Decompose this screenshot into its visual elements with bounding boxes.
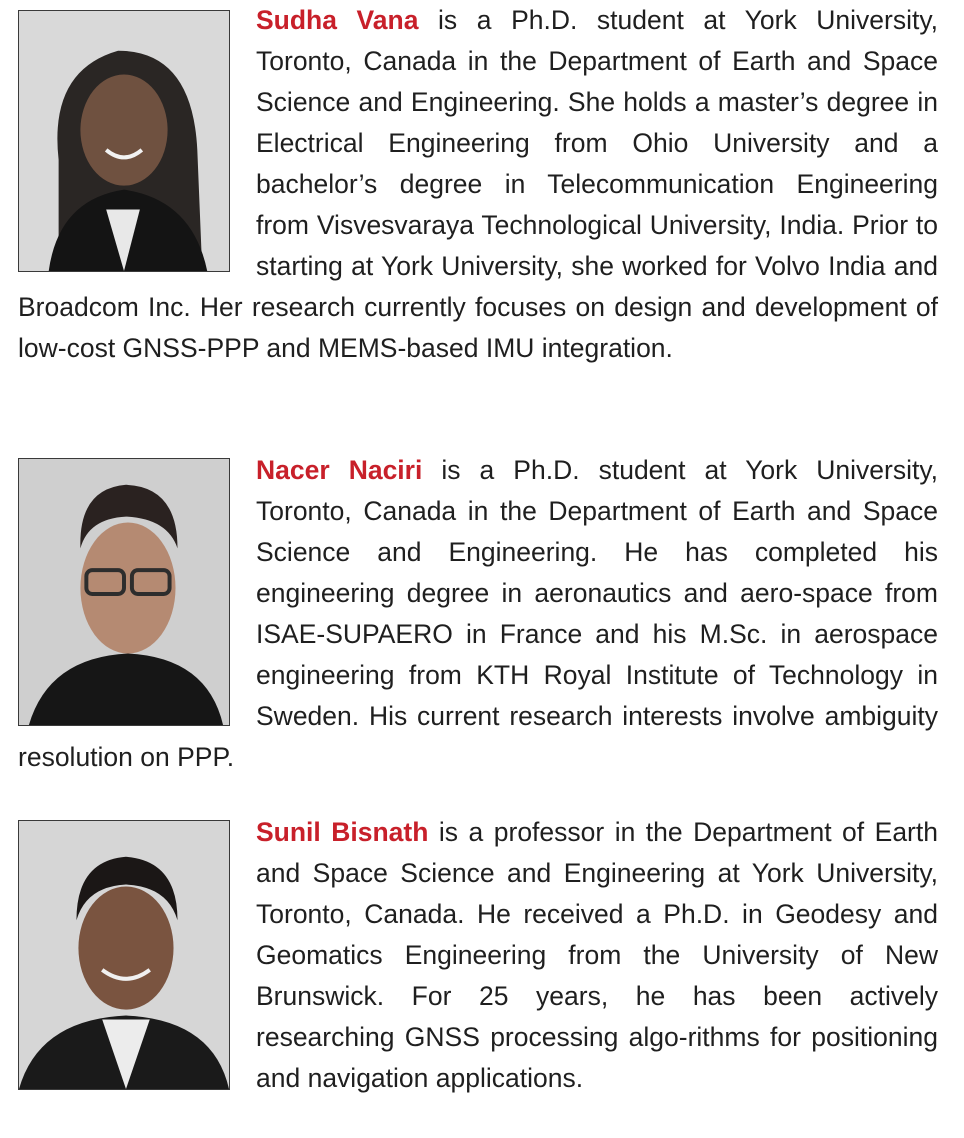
author-photo — [18, 10, 230, 272]
author-name: Nacer Naciri — [256, 455, 423, 485]
author-photo — [18, 820, 230, 1090]
author-description: is a Ph.D. student at York University, Toronto, Canada in the Department of Earth and Space Science and Engineering. She holds a master’s degree in Electrical Engineering from Ohio University and a bachelor’s degree in Telecommunication Engineering from Visvesvaraya Technological University, India. Prior to starting at York University, she worked for Volvo India and Broadcom Inc. Her research currently focuses on design and development of low-cost GNSS-PPP and MEMS-based IMU integration. — [18, 5, 938, 363]
author-name: Sunil Bisnath — [256, 817, 429, 847]
author-description: is a Ph.D. student at York University, Toronto, Canada in the Department of Earth and Space Science and Engineering. He has completed his engineering degree in aeronautics and aero-space from ISAE-SUPAERO in France and his M.Sc. in aerospace engineering from KTH Royal Institute of Technology in Sweden. His current research interests involve ambiguity resolution on PPP. — [18, 455, 938, 772]
author-photo — [18, 458, 230, 726]
author-name: Sudha Vana — [256, 5, 419, 35]
author-bio — [18, 812, 938, 1099]
author-bio — [18, 450, 938, 778]
author-description: is a professor in the Department of Earth and Space Science and Engineering at York University, Toronto, Canada. He received a Ph.D. in Geodesy and Geomatics Engineering from the University of New Brunswick. For 25 years, he has been actively researching GNSS processing algo-rithms for positioning and navigation applications. — [256, 817, 938, 1093]
author-bio — [18, 0, 938, 369]
